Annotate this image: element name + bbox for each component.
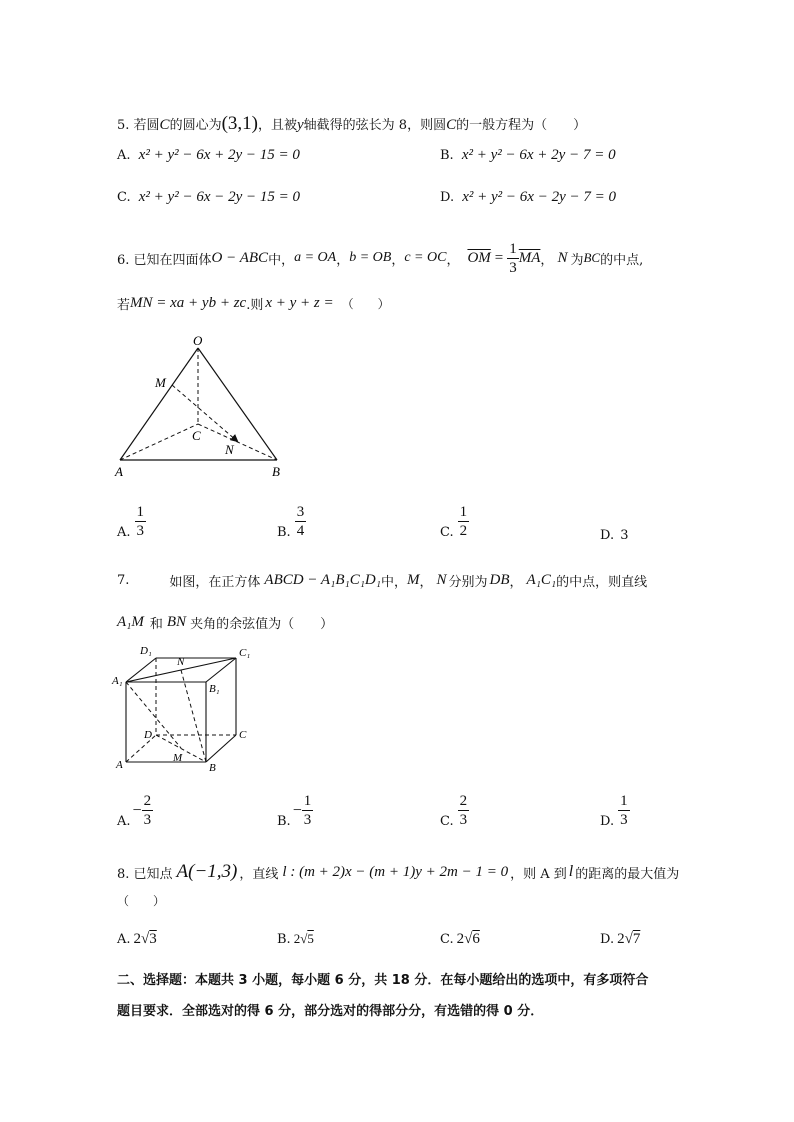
edge-AC <box>120 424 198 460</box>
sqrt-sign: √ <box>464 931 473 947</box>
cube-name: ABCD − A₁B₁C₁D₁ <box>264 571 381 588</box>
q6-option-c: C. $\frac{1}{2}$ <box>440 504 468 540</box>
q6-option-d: D. 3 <box>600 528 629 543</box>
q8-option-b: B. 2 √ 5 <box>277 931 314 947</box>
label-M: M <box>155 375 166 390</box>
q5-option-d: D. x² + y² − 6x − 2y − 7 = 0 <box>440 189 616 205</box>
q8-stem: 8. 已知点 A(−1,3) ，直线 l : (m + 2)x − (m + 1)y + 2m − 1 = 0 ，则 A 到 l 的距离的最大值为 <box>117 861 680 882</box>
label-A1: A₁ <box>112 675 123 687</box>
label-B: B <box>272 464 280 479</box>
sqrt-sign: √ <box>300 931 308 946</box>
segment-A1M <box>126 682 181 748</box>
q7-option-d: D. $\frac{1}{3}$ <box>600 793 628 829</box>
label-M: M <box>173 752 183 764</box>
om-relation: $\overline{OM}$ = $\frac{1}{3}$ $\overline{MA}$ <box>467 240 541 276</box>
q5-center: (3,1) <box>221 113 258 134</box>
point-a: A(−1,3) <box>176 861 238 882</box>
section-2-heading-line1: 二、选择题：本题共 3 小题，每小题 6 分，共 18 分．在每小题给出的选项中，有多项符合 <box>117 973 649 988</box>
q6-option-b: B. $\frac{3}{4}$ <box>277 504 305 540</box>
sqrt-sign: √ <box>624 931 633 947</box>
label-A: A <box>116 759 123 771</box>
q7-option-b: B. − $\frac{1}{3}$ <box>277 793 312 829</box>
sqrt-sign: √ <box>141 931 150 947</box>
label-N: N <box>225 442 234 457</box>
q8-option-c: C. 2 √ 6 <box>440 931 480 947</box>
vec-c-def: c = OC <box>404 250 447 265</box>
q5-stem: 5. 若圆C的圆心为(3,1)，且被y轴截得的弦长为 8，则圆C的一般方程为（ ） <box>117 113 587 134</box>
q7-stem-line2: A₁M 和 BN 夹角的余弦值为（ ） <box>117 613 334 632</box>
label-D: D <box>144 729 152 741</box>
q6-option-a: A. $\frac{1}{3}$ <box>117 504 145 540</box>
cube-figure <box>110 640 260 775</box>
label-B1: B₁ <box>209 683 220 695</box>
q7-option-c: C. $\frac{2}{3}$ <box>440 793 468 829</box>
q8-answer-paren: （ ） <box>117 894 166 908</box>
q7-stem-line1: 7. 如图，在正方体 ABCD − A₁B₁C₁D₁ 中， M ， N 分别为 DB ， A₁C₁ 的中点，则直线 <box>117 571 648 590</box>
label-D1: D₁ <box>140 645 152 657</box>
om-fraction: $\frac{1}{3}$ <box>509 240 517 276</box>
vector-MN <box>172 385 237 441</box>
segment-BN <box>181 670 206 762</box>
q6-stem-line1: 6. 已知在四面体 O − ABC 中， a = OA ， b = OB ， c = OC ， $\overline{OM}$ = $\frac{1}{3}$ $\overline{MA}$ ， N 为 BC 的中点, <box>117 240 644 276</box>
edge-CB <box>198 424 277 460</box>
edge-BC <box>206 735 236 762</box>
edge-OA <box>120 348 198 460</box>
vec-b-def: b = OB <box>349 250 392 265</box>
tetrahedron-figure <box>105 330 305 480</box>
edge-OB <box>198 348 277 460</box>
q6-stem-line2: 若 MN = xa + yb + zc .则 x + y + z = （ ） <box>117 295 390 313</box>
mn-expression: MN = xa + yb + zc <box>130 295 247 311</box>
label-B: B <box>209 762 216 774</box>
q5-option-b: B. x² + y² − 6x + 2y − 7 = 0 <box>440 147 616 163</box>
label-C: C <box>192 428 201 443</box>
section-2-heading-line2: 题目要求．全部选对的得 6 分，部分选对的得部分分，有选错的得 0 分． <box>117 1004 544 1019</box>
label-N: N <box>177 656 185 668</box>
vec-a-def: a = OA <box>294 250 337 265</box>
q5-option-a: A. x² + y² − 6x + 2y − 15 = 0 <box>117 147 300 163</box>
q8-option-d: D. 2 √ 7 <box>600 931 641 947</box>
q5-option-c: C. x² + y² − 6x − 2y − 15 = 0 <box>117 189 301 205</box>
label-C: C <box>239 729 247 741</box>
label-A: A <box>115 464 123 479</box>
q8-option-a: A. 2 √ 3 <box>117 931 157 947</box>
label-O: O <box>193 333 203 348</box>
label-C1: C₁ <box>239 647 251 659</box>
q7-option-a: A. − $\frac{2}{3}$ <box>117 793 152 829</box>
line-equation: l : (m + 2)x − (m + 1)y + 2m − 1 = 0 <box>282 863 509 880</box>
